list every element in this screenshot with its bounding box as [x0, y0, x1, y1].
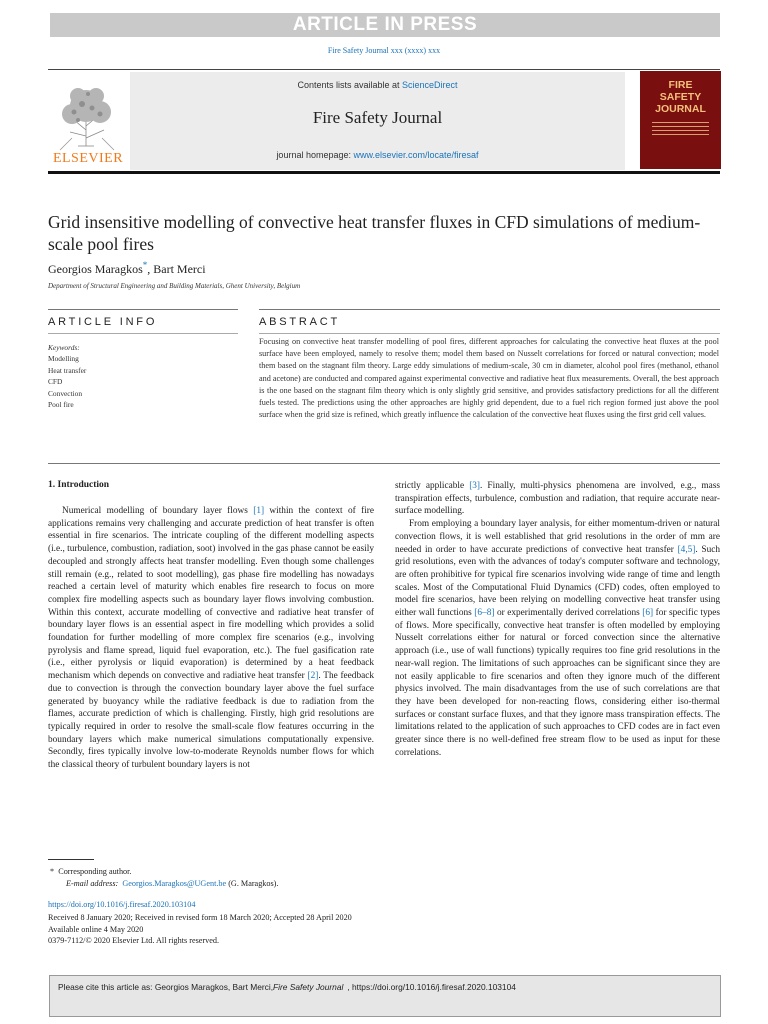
- citation-link[interactable]: [6–8]: [474, 608, 495, 619]
- abstract-rule: [259, 309, 720, 310]
- available-online: Available online 4 May 2020: [48, 924, 144, 934]
- article-dates: [48, 912, 352, 947]
- abstract-bottom-rule: [48, 463, 720, 464]
- text-run: , https://doi.org/10.1016/j.firesaf.2020.103104: [347, 982, 516, 992]
- email-link[interactable]: Georgios.Maragkos@UGent.be: [122, 878, 227, 888]
- intro-paragraph: [395, 480, 720, 518]
- keywords-list: [48, 342, 86, 410]
- email-suffix: (G. Maragkos).: [226, 878, 279, 888]
- corresponding-author-mark[interactable]: *: [142, 260, 148, 270]
- footnote-email-line: [48, 878, 278, 890]
- text-run: for specific types of flows. More specifically, convective heat transfer is often modelled by employing Nusselt correlations either for natural or forced convection since the alternative approach (i.e., use of wall functions) typically requires too fine grid resolutions in the near-wall region. The limitations of such approaches can be significant since they are not easily applicable to fire scenarios and often they ignore much of the different physics involved. The main disadvantages from the use of such correlations are that they have been developed for non-reacting flows, considering either iso-thermal surfaces or constant surface fluxes, and that they ignore mass transpiration effects. The limitations related to the application of such approaches to CFD codes are in fact even greater since there is no well-defined free stream flow to be used as input for these correlations.: [395, 608, 720, 758]
- text-run: or experimentally derived correlations: [494, 608, 643, 619]
- sciencedirect-link[interactable]: ScienceDirect: [402, 80, 458, 90]
- header-bottom-rule: [48, 171, 720, 174]
- elsevier-wordmark: ELSEVIER: [52, 151, 124, 166]
- text-run: . Finally, multi-physics phenomena are involved, e.g., mass transpiration effects, turbulence, combustion and radiation, that require accurate near-surface modelling.: [395, 481, 720, 517]
- author-list: [48, 260, 206, 277]
- citation-link[interactable]: [1]: [253, 506, 265, 516]
- article-info-rule: [48, 309, 238, 310]
- footnote-text: Corresponding author.: [58, 867, 132, 876]
- citation-journal: Fire Safety Journal: [273, 982, 344, 992]
- article-info-subrule: [48, 333, 238, 334]
- intro-paragraph: [395, 518, 720, 759]
- author-name: Georgios Maragkos: [48, 262, 143, 276]
- contents-line: [130, 80, 625, 90]
- cover-title-line: JOURNAL: [655, 103, 706, 115]
- journal-reference[interactable]: Fire Safety Journal xxx (xxxx) xxx: [327, 46, 441, 55]
- text-run: strictly applicable: [395, 481, 470, 491]
- citation-box: [49, 975, 721, 1017]
- affiliation: Department of Structural Engineering and Building Materials, Ghent University, Belgium: [48, 282, 301, 290]
- footnote-mark: *: [50, 867, 55, 876]
- abstract-subrule: [259, 333, 720, 334]
- cover-title: [640, 79, 721, 115]
- journal-homepage: [130, 150, 625, 160]
- citation-link[interactable]: [4,5]: [677, 544, 696, 555]
- keyword-item: Heat transfer: [48, 365, 87, 375]
- keyword-item: Convection: [48, 388, 83, 398]
- article-info-heading: ARTICLE INFO: [48, 316, 158, 328]
- cover-title-line: FIRE: [668, 79, 693, 91]
- keywords-label: Keywords:: [48, 343, 80, 352]
- contents-label: Contents lists available at: [297, 80, 403, 90]
- footnote-rule: [48, 859, 94, 860]
- header-top-rule: [48, 69, 720, 70]
- text-run: . The feedback due to convection is through the convection boundary layer above the fuel surface generated by buoyancy while the radiative feedback is due to radiation from the flames, accurate prediction of which is challenging. Firstly, high grid resolutions are typically required in order to resolve the small-scale flow features occurring in the boundary layers which make numerical simulations computationally expensive. Secondly, fires typically involve low-to-moderate Reynolds number flows for which the classical theory of turbulent boundary layers is not: [48, 671, 375, 771]
- text-run: From employing a boundary layer analysis, for either momentum-driven or natural convection flows, it is well established that grid resolutions in the order of mm are needed in order to have accurate predictions of convective heat transfer: [395, 519, 720, 555]
- homepage-link[interactable]: www.elsevier.com/locate/firesaf: [353, 150, 479, 160]
- text-run: Please cite this article as: Georgios Maragkos, Bart Merci,: [58, 982, 274, 992]
- keyword-item: CFD: [48, 377, 63, 387]
- article-title: Grid insensitive modelling of convective heat transfer fluxes in CFD simulations of medium-scale pool fires: [48, 212, 701, 254]
- homepage-label: journal homepage:: [276, 150, 354, 160]
- keyword-item: Pool fire: [48, 400, 74, 410]
- doi-link[interactable]: https://doi.org/10.1016/j.firesaf.2020.103104: [48, 900, 196, 909]
- cover-title-line: SAFETY: [659, 91, 702, 103]
- footnote: [48, 866, 278, 889]
- abstract-heading: ABSTRACT: [259, 316, 341, 328]
- citation-link[interactable]: [6]: [642, 608, 654, 619]
- email-label: E-mail address:: [66, 878, 119, 888]
- copyright-line: 0379-7112/© 2020 Elsevier Ltd. All rights reserved.: [48, 936, 220, 945]
- received-dates: Received 8 January 2020; Received in revised form 18 March 2020; Accepted 28 April 2020: [48, 913, 352, 922]
- cover-decoration: [652, 122, 709, 138]
- text-run: Numerical modelling of boundary layer flows: [62, 506, 254, 516]
- intro-right-column: [395, 480, 720, 759]
- citation-text: [50, 976, 516, 992]
- journal-title: Fire Safety Journal: [312, 108, 443, 127]
- abstract-text: Focusing on convective heat transfer modelling of pool fires, different approaches for calculating the convective heat fluxes at the pool surface have been employed, namely to resolve them; model them based on Nusselt correlations for forced or natural convection; model them based on the stagnant film theory. Large eddy simulations of medium-scale, 30 cm in diameter, alcohol pool fires (methanol, ethanol and acetone) are conducted and compared against experimental convective and radiative heat flux measurements. Overall, the best approach is the one based on the stagnant film theory which is only slightly grid sensitive, and provides satisfactory predictions for all the different fuels tested. The predictions using the other approaches are highly grid dependent, due to a fuel rich region formed just above the pool surface when the grid size is refined, which greatly influence the calculation of the convective heat fluxes using the first grid cell values.: [259, 337, 719, 420]
- keyword-item: Modelling: [48, 354, 79, 364]
- footnote-corresponding: [48, 866, 278, 878]
- intro-left-column: [48, 505, 374, 772]
- introduction-heading: 1. Introduction: [48, 480, 110, 490]
- citation-link[interactable]: [3]: [469, 481, 481, 491]
- text-run: . Such grid resolutions, even with the advances of today's computer software and technology, are often prohibitive for typical fire scenarios involving wide range of time and length scales. Most of the Computational Fluid Dynamics (CFD) codes, often employed to model fire scenarios, have been relying on modelling convective heat transfer using either wall functions: [395, 544, 721, 619]
- citation-link[interactable]: [2]: [307, 671, 319, 682]
- text-run: within the context of fire applications remains very challenging and accurate prediction of heat transfer is often essential in fire scenarios. The intricate coupling of the different modelling aspects (i.e., turbulence, combustion, radiation, soot) involved in the gas phase cannot be easily decoupled and strongly affects heat transfer modelling. Even though some challenges still remain (e.g., related to soot modelling), gas phase fire modelling has nowadays reached a certain level of maturity which enables fire research to focus on more complex fire modelling aspects such as boundary layer flows involving combustion. Within this context, accurate modelling of convective and radiative heat transfer of boundary layer flows is an essential aspect in fire modelling which provides a solid foundation for further modelling of more complex fire scenarios (e.g., involving pyrolysis and flame spread, liquid fuel evaporation, etc.). The fuel gasification rate (i.e., either pyrolysis or liquid evaporation) is determined by a heat feedback mechanism which depends on convective and radiative heat transfer: [48, 506, 375, 682]
- author-name: , Bart Merci: [147, 262, 206, 276]
- intro-paragraph: [48, 505, 374, 772]
- article-in-press-banner: ARTICLE IN PRESS: [50, 13, 720, 37]
